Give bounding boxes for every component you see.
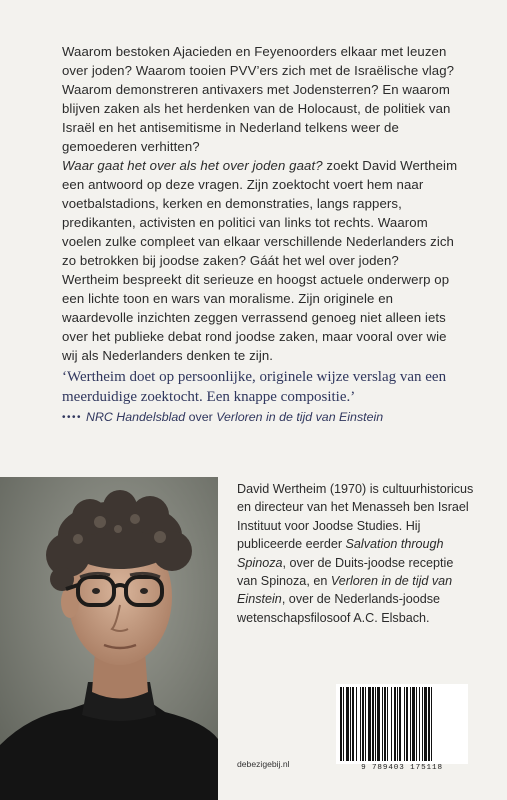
bio-book-1: Salvation through Spinoza: [237, 537, 444, 570]
dots-ornament: ••••: [62, 412, 83, 423]
quote-text: ‘Wertheim doet op persoonlijke, originele wijze verslag van een meerduidige zoektocht. Een knappe compositie.’: [62, 369, 447, 405]
blurb-paragraph-2-text: zoekt David Wertheim een antwoord op deze vragen. Zijn zoektocht voert hem naar voetbalstadions, kerken en demonstraties, langs rappers, predikanten, activisten en politici van links tot rechts. Waarom voelen zulke compleet van elkaar verschillende Nederlanders zich zo betrokken bij joodse zaken? Gáát het wel over joden?: [62, 158, 458, 268]
book-title: Waar gaat het over als het over joden gaat?: [62, 158, 323, 173]
publisher-website: debezigebij.nl: [237, 759, 290, 769]
barcode: [336, 684, 468, 764]
blurb-paragraph-2: [62, 156, 462, 270]
bio-text-2: , over de Duits-joodse receptie van Spinoza, en: [237, 555, 454, 589]
author-bio: [237, 480, 477, 627]
bio-text-1: David Wertheim (1970) is cultuurhistoricus en directeur van het Menasseh ben Israel Instituut voor Joodse Studies. Hij publiceerde eerder: [237, 482, 474, 552]
blurb-paragraph-1: Waarom bestoken Ajacieden en Feyenoorders elkaar met leuzen over joden? Waarom tooien PVV’ers zich met de Israëlische vlag? Waarom demonstreren antivaxers met Jodensterren? En waarom blijven zaken als het herdenken van de Holocaust, de politiek van Israël en het antisemitisme in Nederland telkens weer de gemoederen verhitten?: [62, 44, 455, 154]
quote-source-over: over: [185, 410, 217, 424]
bio-book-2: Verloren in de tijd van Einstein: [237, 574, 453, 607]
review-quote: [62, 367, 462, 426]
bio-text-3: , over de Nederlands-joodse wetenschapsfilosoof A.C. Elsbach.: [237, 592, 441, 625]
quote-source-name: NRC Handelsblad: [86, 410, 186, 424]
quote-source: [62, 409, 462, 426]
back-cover-blurb: [62, 42, 462, 365]
blurb-paragraph-3: Wertheim bespreekt dit serieuze en hoogst actuele onderwerp op een lichte toon en wars van moralisme. Zijn originele en waardevolle inzichten zeggen verrassend genoeg niet alleen iets over het publieke debat rond joodse zaken, maar vooral over wie wij als Nederlanders denken te zijn.: [62, 272, 450, 363]
quote-source-book: Verloren in de tijd van Einstein: [216, 410, 384, 424]
isbn-number: 9 789403 175118: [361, 764, 443, 772]
author-photo: [0, 477, 218, 800]
